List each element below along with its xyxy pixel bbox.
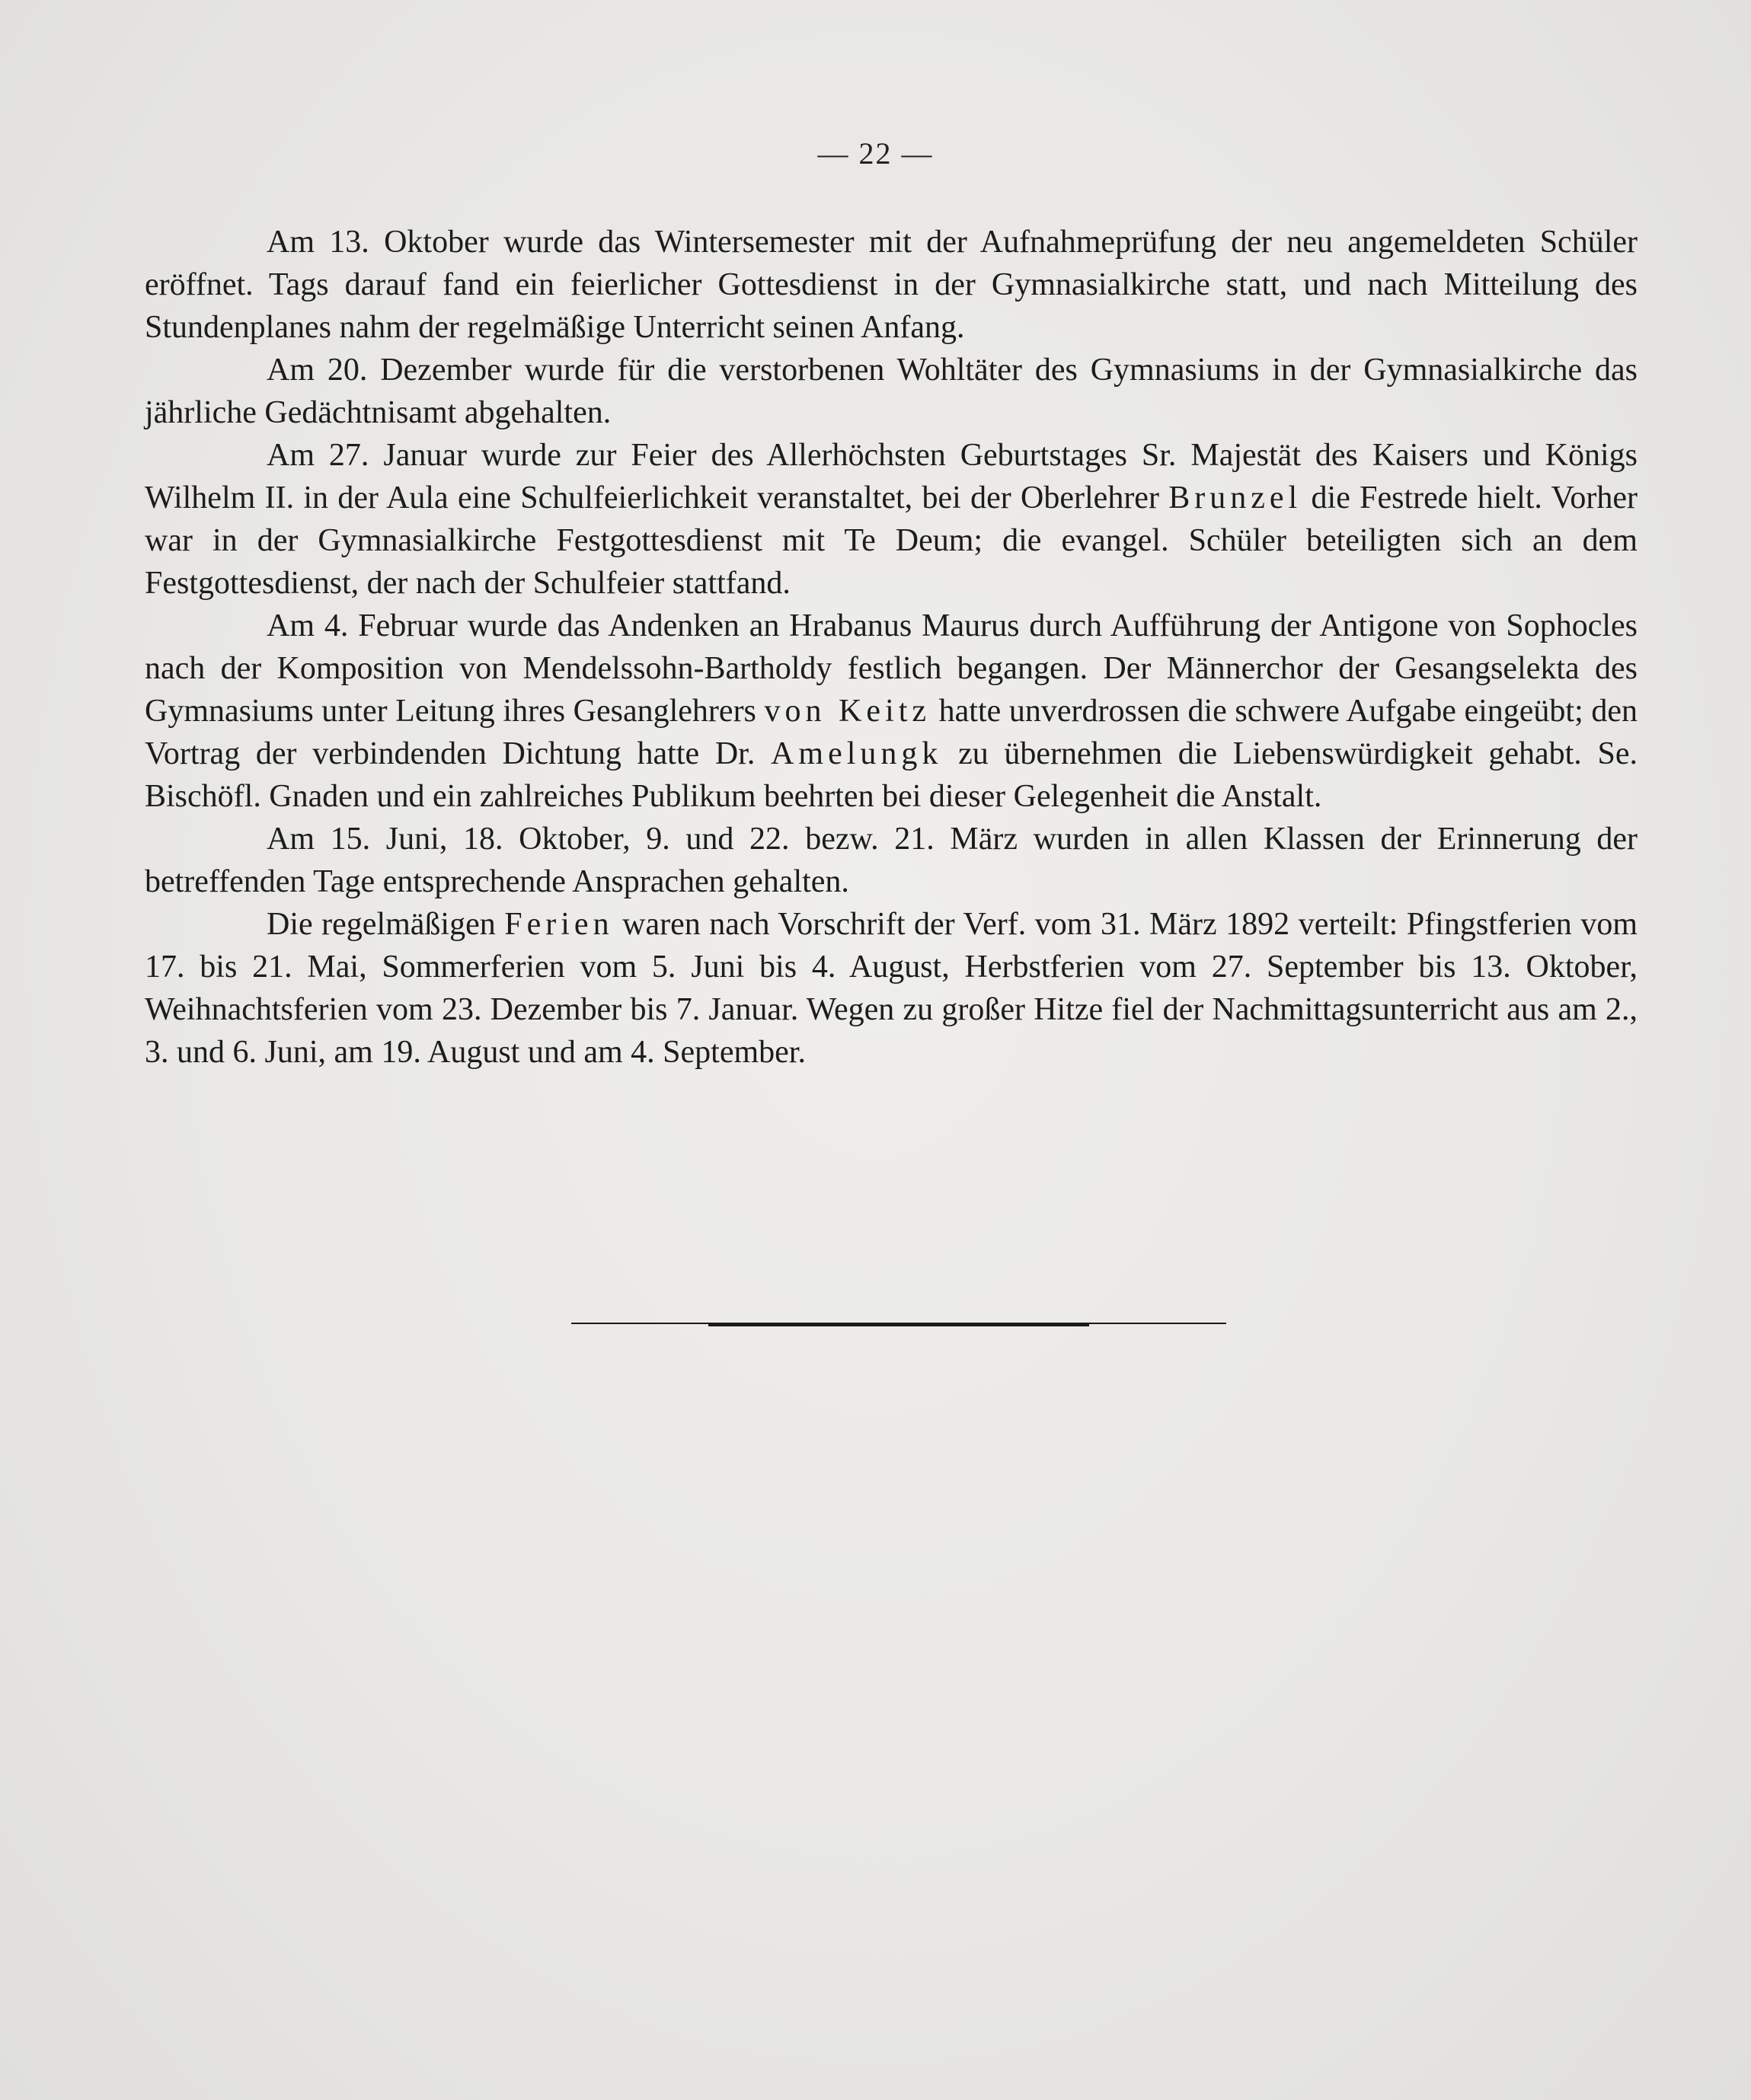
paragraph-ferien: [145, 903, 1638, 1074]
paragraph-text: Am 15. Juni, 18. Oktober, 9. und 22. bezw. 21. März wurden in allen Klassen der Erinnerung der betreffenden Tage entsprechende Ansprachen gehalten.: [145, 822, 1638, 899]
paragraph-text-middle: hatte unverdrossen die schwere Aufgabe eingeübt; den Vortrag der verbindenden Dichtung hatte Dr.: [145, 694, 1638, 771]
paragraph-text: Am 20. Dezember wurde für die verstorbenen Wohltäter des Gymnasiums in der Gymnasialkirche das jährliche Gedächtnisamt abgehalten.: [145, 353, 1638, 430]
paragraph-text-end: zu übernehmen die Liebenswürdigkeit gehabt. Se. Bischöfl. Gnaden und ein zahlreiches Publikum beehrten bei dieser Gelegenheit die Anstalt.: [145, 736, 1638, 814]
name-brunzel: Brunzel: [1168, 480, 1302, 515]
page-number: — 22 —: [817, 136, 934, 171]
paragraph-kaisers-geburtstag: [145, 434, 1638, 605]
paragraph-wintersemester: [145, 221, 1638, 349]
paragraph-text-start: Am 27. Januar wurde zur Feier des Allerhöchsten Geburtstages Sr. Majestät des Kaisers und Königs Wilhelm II. in der Aula eine Schulfeierlichkeit veranstaltet, bei der Oberlehrer: [145, 438, 1638, 515]
name-amelungk: Amelungk: [771, 736, 943, 771]
paragraph-text-end: die Festrede hielt. Vorher war in der Gymnasialkirche Festgottesdienst mit Te Deum; die evangel. Schüler beteiligten sich an dem Festgottesdienst, der nach der Schulfeier stattfand.: [145, 480, 1638, 601]
body-text: [145, 221, 1638, 1074]
divider-thick-line: [708, 1323, 1089, 1326]
paragraph-text-start: Am 4. Februar wurde das Andenken an Hrabanus Maurus durch Aufführung der Antigone von Sophocles nach der Komposition von Mendelssohn-Bartholdy festlich begangen. Der Männerchor der Gesangselekta des Gymnasiums unter Leitung ihres Gesanglehrers: [145, 608, 1638, 729]
paragraph-hrabanus-maurus: [145, 605, 1638, 818]
paragraph-text: Am 13. Oktober wurde das Wintersemester mit der Aufnahmeprüfung der neu angemeldeten Schüler eröffnet. Tags darauf fand ein feierlicher Gottesdienst in der Gymnasialkirche statt, und nach Mitteilung des Stundenplanes nahm der regelmäßige Unterricht seinen Anfang.: [145, 225, 1638, 345]
word-ferien: Ferien: [504, 907, 614, 942]
paragraph-text-start: Die regelmäßigen: [267, 907, 505, 942]
paragraph-text-end: waren nach Vorschrift der Verf. vom 31. März 1892 verteilt: Pfingstferien vom 17. bis 21. Mai, Sommerferien vom 5. Juni bis 4. August, Herbstferien vom 27. September bis 13. Oktober, Weihnachtsferien vom 23. Dezember bis 7. Januar. Wegen zu großer Hitze fiel der Nachmittagsunterricht aus am 2., 3. und 6. Juni, am 19. August und am 4. September.: [145, 907, 1638, 1070]
paragraph-gedaechtnisamt: [145, 349, 1638, 434]
section-divider-rule: [571, 1321, 1226, 1327]
name-von-keitz: von Keitz: [764, 694, 931, 729]
paragraph-ansprachen: [145, 818, 1638, 903]
